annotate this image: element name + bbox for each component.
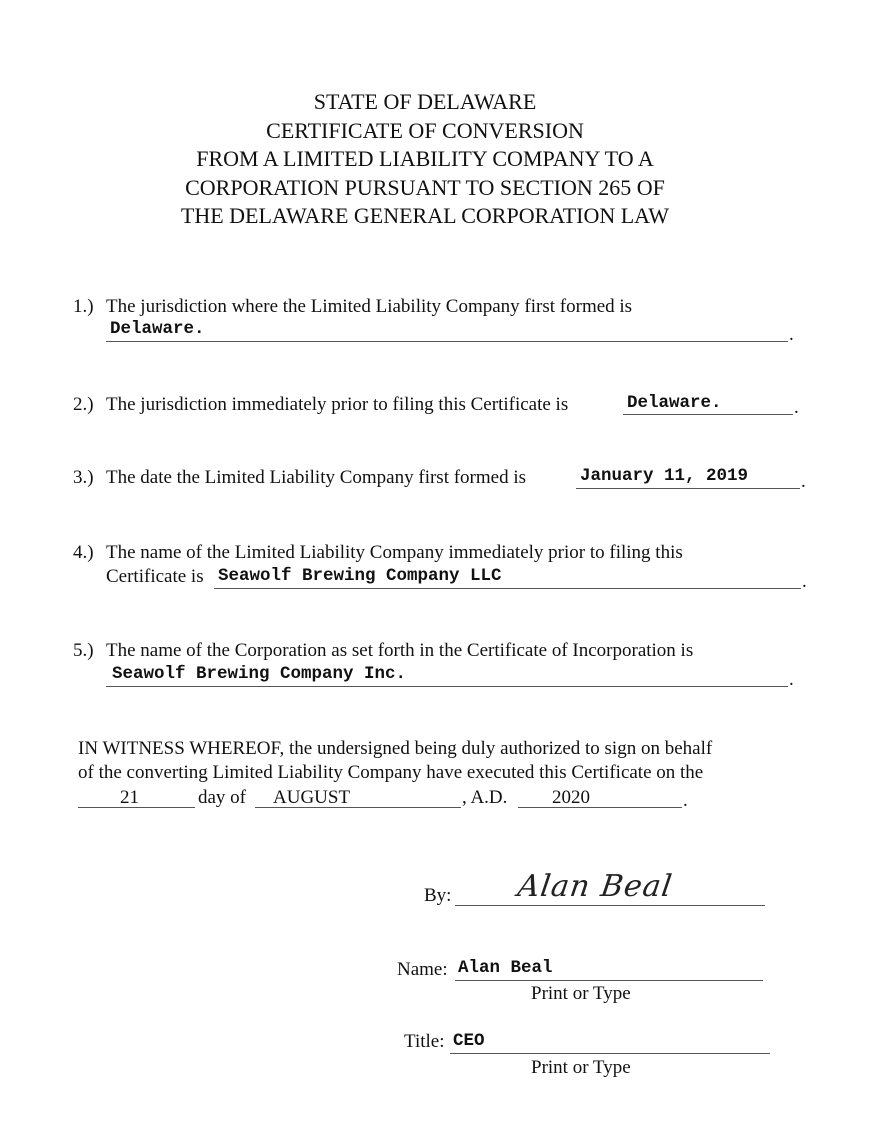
item-4-underline xyxy=(214,588,801,589)
item-4-text-2: Certificate is xyxy=(106,566,204,587)
item-4-number: 4.) xyxy=(73,542,94,563)
item-1-value: Delaware. xyxy=(110,319,205,339)
title-print-or-type: Print or Type xyxy=(531,1057,631,1078)
name-value: Alan Beal xyxy=(458,958,553,978)
item-5-period: . xyxy=(789,669,794,690)
item-2-text: The jurisdiction immediately prior to filing this Certificate is xyxy=(106,394,569,415)
title-line-4: CORPORATION PURSUANT TO SECTION 265 OF xyxy=(185,174,665,200)
item-3-underline xyxy=(576,488,800,489)
year-underline xyxy=(518,807,682,808)
item-2-period: . xyxy=(794,397,799,418)
witness-month: AUGUST xyxy=(273,787,351,808)
item-1-period: . xyxy=(789,324,794,345)
item-2-underline xyxy=(623,414,793,415)
title-line-3: FROM A LIMITED LIABILITY COMPANY TO A xyxy=(196,146,654,171)
name-label: Name: xyxy=(397,959,448,980)
witness-ad: , A.D. xyxy=(462,787,508,808)
item-1-text: The jurisdiction where the Limited Liability Company first formed is xyxy=(106,296,633,317)
item-5-number: 5.) xyxy=(73,640,94,661)
witness-period: . xyxy=(683,790,688,811)
title-line-5: THE DELAWARE GENERAL CORPORATION LAW xyxy=(180,203,670,228)
item-5-value: Seawolf Brewing Company Inc. xyxy=(112,664,407,684)
title-value: CEO xyxy=(453,1031,485,1051)
witness-day: 21 xyxy=(120,787,139,808)
title-line-2: CERTIFICATE OF CONVERSION xyxy=(266,117,584,143)
witness-day-of: day of xyxy=(198,787,247,808)
name-underline xyxy=(455,980,763,981)
by-label: By: xyxy=(424,885,452,906)
name-print-or-type: Print or Type xyxy=(531,983,631,1004)
item-1-underline xyxy=(106,341,788,342)
item-1-number: 1.) xyxy=(73,296,94,317)
item-3-number: 3.) xyxy=(73,467,94,488)
item-4-value: Seawolf Brewing Company LLC xyxy=(218,566,502,586)
witness-line-1: IN WITNESS WHEREOF, the undersigned being duly authorized to sign on behalf xyxy=(78,738,713,759)
item-5-underline xyxy=(106,686,788,687)
witness-line-2: of the converting Limited Liability Company have executed this Certificate on the xyxy=(78,762,704,783)
item-4-period: . xyxy=(802,571,807,592)
item-3-period: . xyxy=(801,471,806,492)
title-underline xyxy=(450,1053,770,1054)
witness-year: 2020 xyxy=(552,787,590,808)
title-label: Title: xyxy=(404,1031,445,1052)
signature-underline xyxy=(455,905,765,906)
title-line-1: STATE OF DELAWARE xyxy=(313,89,537,114)
item-2-number: 2.) xyxy=(73,394,94,415)
handwritten-signature: Alan Beal xyxy=(515,869,675,904)
item-3-value: January 11, 2019 xyxy=(580,466,749,486)
item-2-value: Delaware. xyxy=(627,393,722,413)
item-3-text: The date the Limited Liability Company first formed is xyxy=(106,467,527,488)
item-4-text: The name of the Limited Liability Company immediately prior to filing this xyxy=(106,542,683,563)
document-title xyxy=(0,88,850,231)
item-5-text: The name of the Corporation as set forth in the Certificate of Incorporation is xyxy=(106,640,694,661)
